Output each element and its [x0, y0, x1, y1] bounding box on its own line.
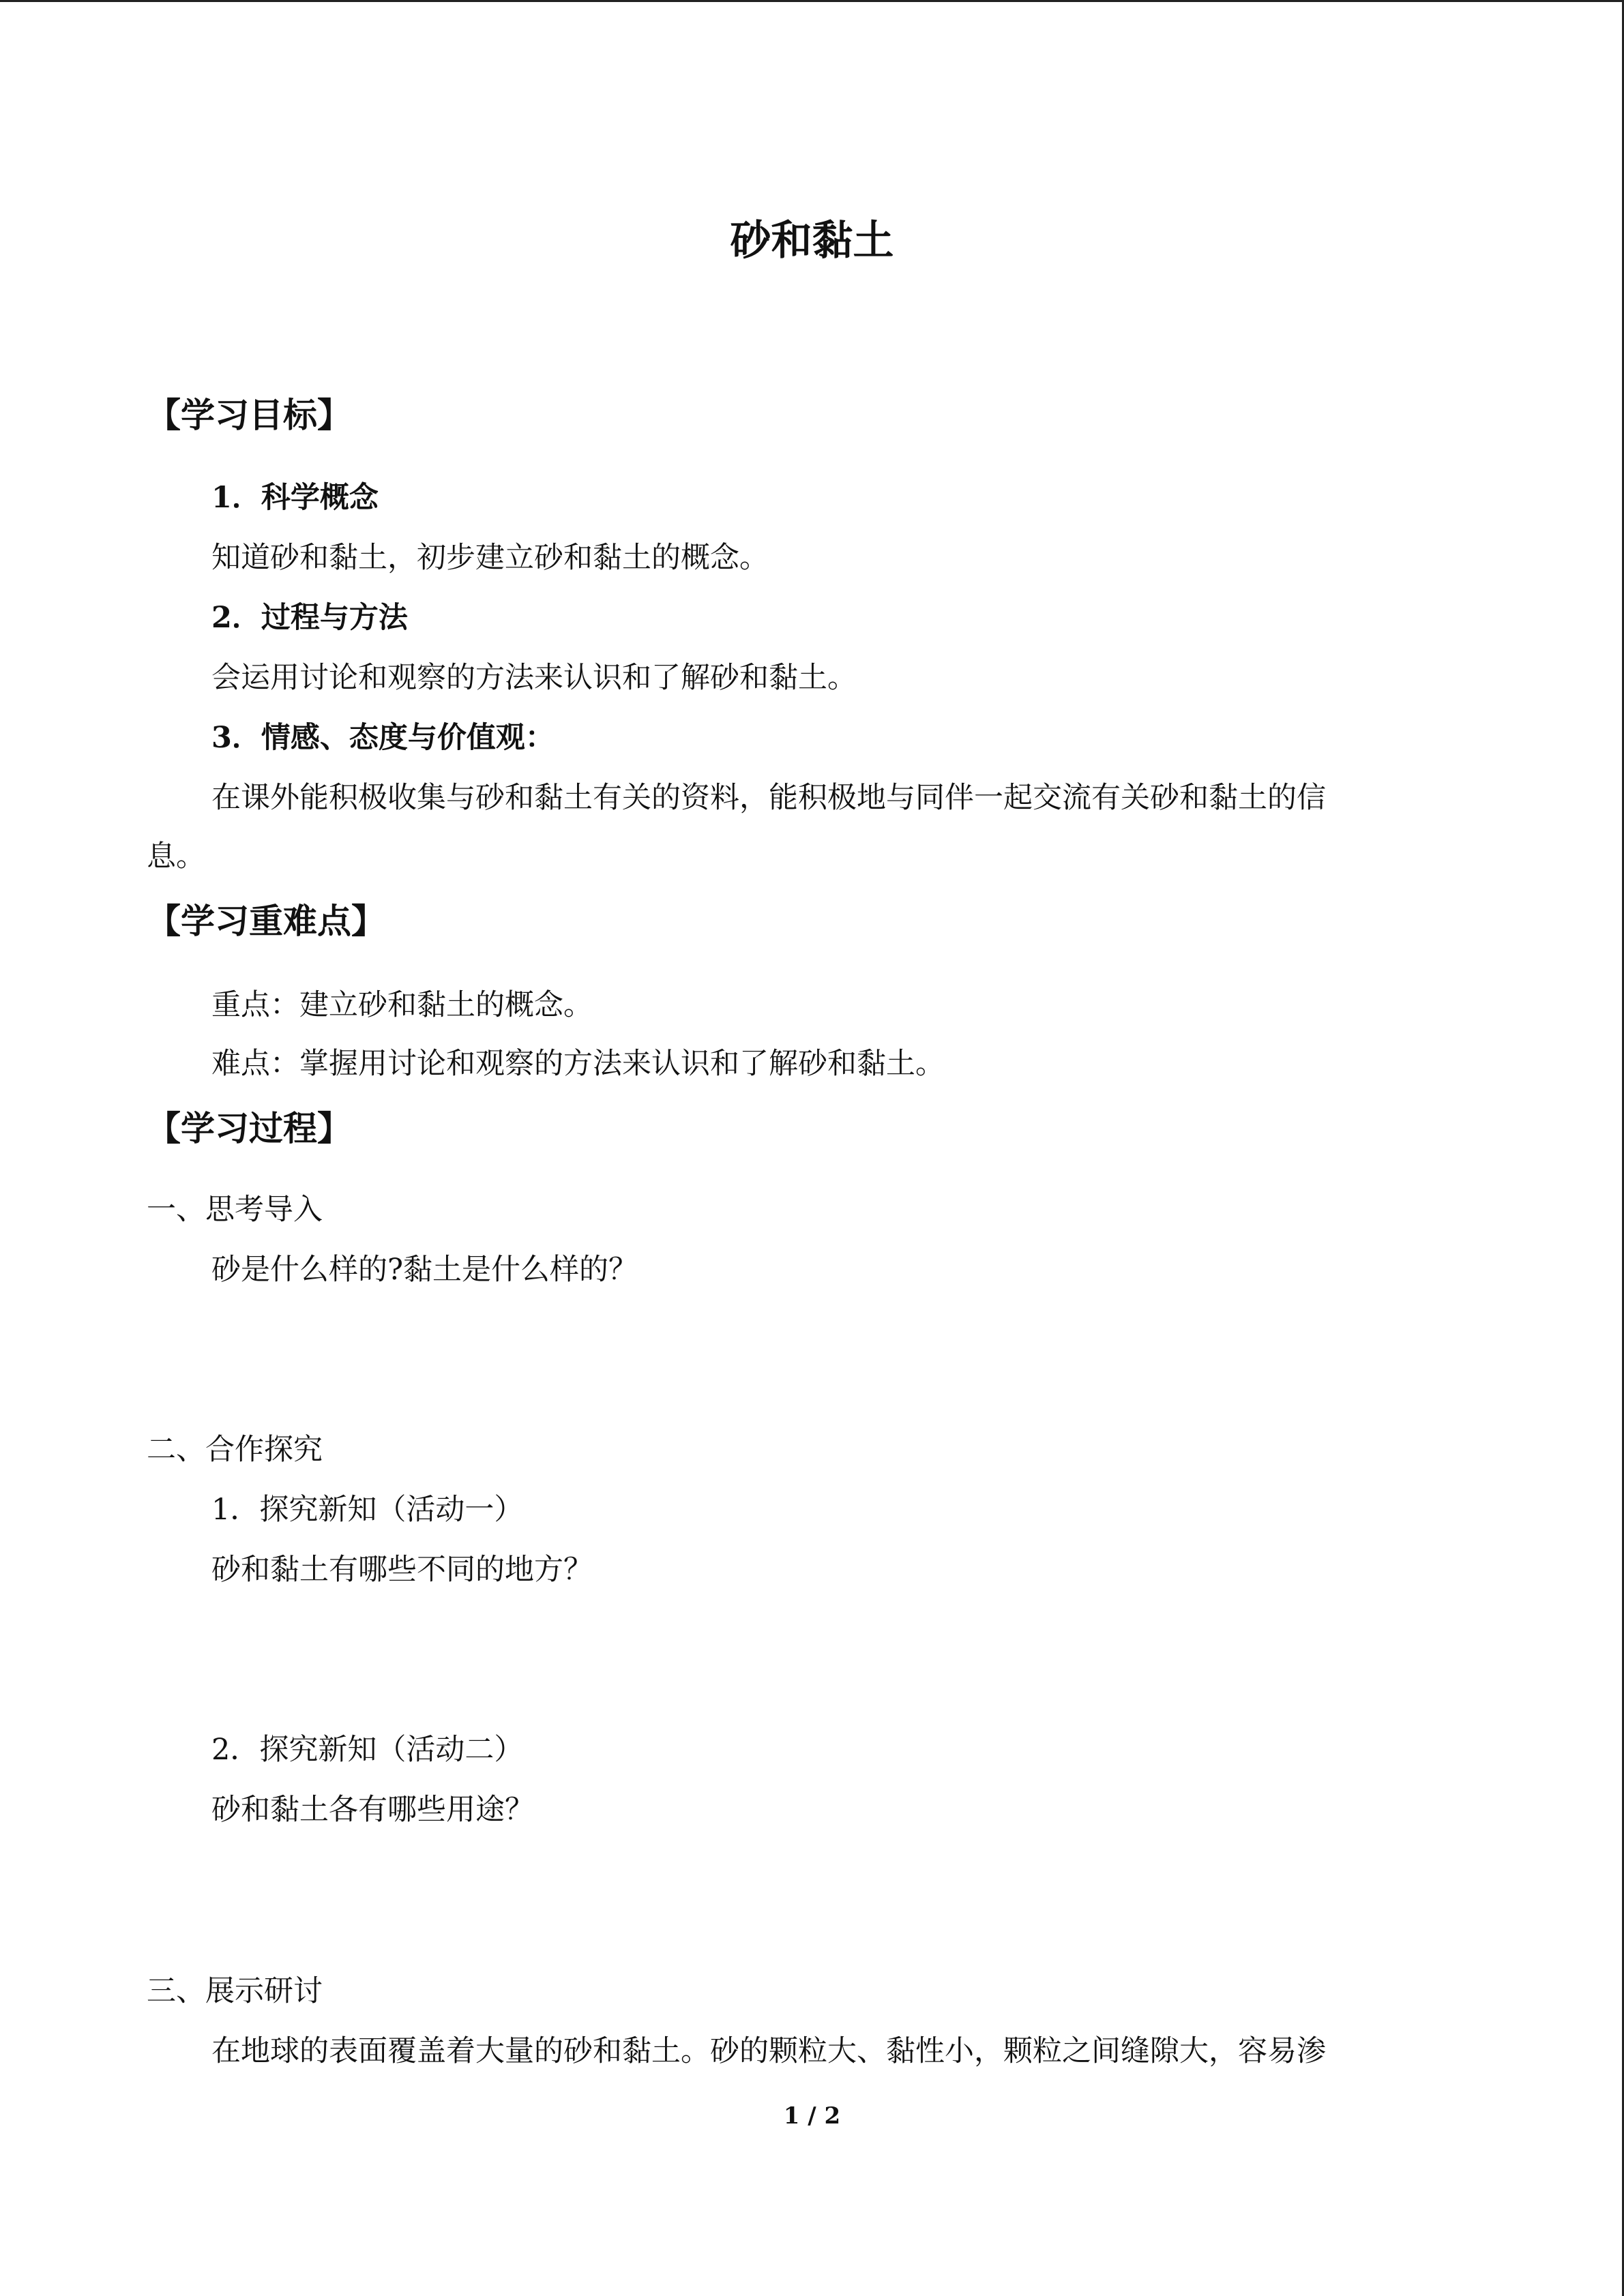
part1-question: 砂是什么样的?黏土是什么样的？ — [211, 1253, 638, 1287]
part3-text: 在地球的表面覆盖着大量的砂和黏土。砂的颗粒大、黏性小，颗粒之间缝隙大，容易渗 — [211, 2034, 1326, 2068]
activity2-question: 砂和黏土各有哪些用途？ — [211, 1793, 534, 1827]
objective-2-title: 2．过程与方法 — [211, 601, 408, 635]
part2-title: 二、合作探究 — [147, 1433, 323, 1467]
key-point-difficulty: 难点：掌握用讨论和观察的方法来认识和了解砂和黏土。 — [211, 1047, 945, 1081]
activity2-title: 2．探究新知（活动二） — [211, 1733, 524, 1767]
objective-3-title: 3．情感、态度与价值观： — [211, 721, 555, 755]
objective-2-text: 会运用讨论和观察的方法来认识和了解砂和黏土。 — [211, 661, 857, 695]
activity1-question: 砂和黏土有哪些不同的地方？ — [211, 1553, 593, 1587]
activity1-title: 1．探究新知（活动一） — [211, 1493, 524, 1527]
objective-3-text-line2: 息。 — [147, 839, 205, 874]
objective-1-text: 知道砂和黏土，初步建立砂和黏土的概念。 — [211, 541, 769, 575]
part3-title: 三、展示研讨 — [147, 1974, 323, 2008]
objective-1-title: 1．科学概念 — [211, 481, 379, 515]
page-title: 砂和黏土 — [730, 217, 894, 265]
page-number: 1 / 2 — [783, 2102, 841, 2130]
objective-3-text-line1: 在课外能积极收集与砂和黏土有关的资料，能积极地与同伴一起交流有关砂和黏土的信 — [211, 781, 1326, 815]
part1-title: 一、思考导入 — [147, 1193, 323, 1227]
objectives-heading: 【学习目标】 — [147, 396, 351, 435]
key-point-focus: 重点：建立砂和黏土的概念。 — [211, 988, 593, 1022]
key-points-heading: 【学习重难点】 — [147, 901, 385, 941]
process-heading: 【学习过程】 — [147, 1109, 351, 1148]
